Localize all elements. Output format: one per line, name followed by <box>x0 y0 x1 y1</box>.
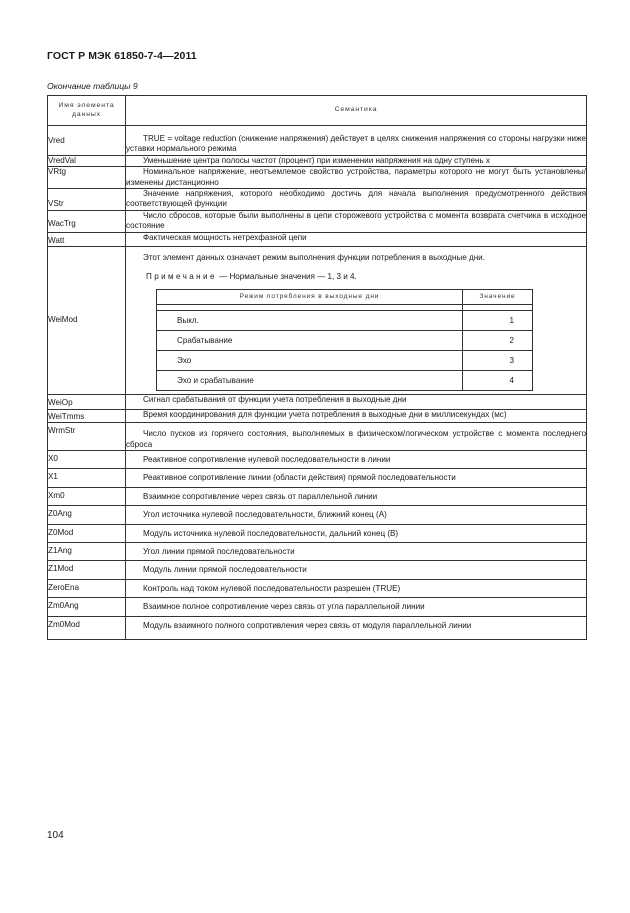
note-text: — Нормальные значения — 1, 3 и 4. <box>216 272 357 282</box>
row-name: Watt <box>48 232 126 246</box>
inner-mode: Эхо <box>157 351 463 371</box>
table-row <box>48 232 587 246</box>
row-description: Взаимное полное сопротивление через связь от угла параллельной линии <box>143 602 425 612</box>
inner-header-row <box>157 289 533 304</box>
inner-value: 4 <box>463 371 533 391</box>
row-description: Контроль над током нулевой последовательности разрешен (TRUE) <box>143 583 401 593</box>
row-name: WeiOp <box>48 395 126 409</box>
row-description: Угол линии прямой последовательности <box>143 546 295 556</box>
row-name: Vred <box>48 126 126 156</box>
row-description: Число пусков из горячего состояния, выполняемых в физическом/логическом устройстве с момента последнего сброса <box>126 429 586 449</box>
row-description: Время координирования для функции учета потребления в выходные дни в миллисекундах (мс) <box>143 409 507 419</box>
row-name: WrmStr <box>48 423 126 451</box>
row-description: Фактическая мощность нетрехфазной цепи <box>143 232 307 242</box>
table-row <box>48 167 587 189</box>
row-name: Z0Mod <box>48 524 126 542</box>
table-header-row <box>48 96 587 126</box>
row-description: Угол источника нулевой последовательности, ближний конец (А) <box>143 510 387 520</box>
table-row <box>48 579 587 597</box>
row-description: Уменьшение центра полосы частот (процент) при изменении напряжения на одну ступень x <box>143 155 490 165</box>
table-row <box>48 155 587 166</box>
row-description: Число сбросов, которые были выполнены в цепи сторожевого устройства с момента возврата счетчика в исходное состояние <box>126 210 586 231</box>
row-name: VStr <box>48 189 126 211</box>
row-description: Модуль источника нулевой последовательности, дальний конец (В) <box>143 528 399 538</box>
table-row <box>48 247 587 395</box>
weekend-mode-table <box>156 289 533 391</box>
row-description: Номинальное напряжение, неотъемлемое свойство устройства, параметры которого не могут быть установлены/изменены дистанционно <box>126 167 586 187</box>
row-name: X1 <box>48 469 126 487</box>
table-row <box>48 524 587 542</box>
row-name: Z1Mod <box>48 561 126 579</box>
row-description: Сигнал срабатывания от функции учета потребления в выходные дни <box>143 395 407 405</box>
inner-row <box>157 311 533 331</box>
table-caption: Окончание таблицы 9 <box>47 81 138 91</box>
table-row <box>48 487 587 505</box>
row-name: VredVal <box>48 155 126 166</box>
row-name: ZeroEna <box>48 579 126 597</box>
page-number: 104 <box>47 830 64 841</box>
row-description: Модуль линии прямой последовательности <box>143 565 307 575</box>
row-name: Z0Ang <box>48 506 126 524</box>
inner-value: 2 <box>463 331 533 351</box>
inner-value: 3 <box>463 351 533 371</box>
row-name: WeiTmms <box>48 409 126 422</box>
table-row <box>48 423 587 451</box>
row-description: Модуль взаимного полного сопротивления через связь от модуля параллельной линии <box>143 620 472 630</box>
table-row <box>48 561 587 579</box>
row-name: WacTrg <box>48 210 126 232</box>
data-elements-table <box>47 95 587 640</box>
inner-mode: Срабатывание <box>157 331 463 351</box>
inner-row <box>157 331 533 351</box>
row-name: Zm0Mod <box>48 616 126 639</box>
table-row <box>48 126 587 156</box>
row-name: VRtg <box>48 167 126 189</box>
table-row <box>48 469 587 487</box>
row-description: Взаимное сопротивление через связь от параллельной линии <box>143 491 378 501</box>
inner-value: 1 <box>463 311 533 331</box>
inner-row <box>157 351 533 371</box>
inner-mode: Выкл. <box>157 311 463 331</box>
row-name: X0 <box>48 450 126 468</box>
row-name: Xm0 <box>48 487 126 505</box>
table-row <box>48 506 587 524</box>
table-row <box>48 542 587 560</box>
row-name: WeiMod <box>48 247 126 395</box>
table-row <box>48 210 587 232</box>
row-name: Zm0Ang <box>48 598 126 616</box>
table-row <box>48 189 587 211</box>
row-description: Этот элемент данных означает режим выполнения функции потребления в выходные дни. <box>143 253 485 263</box>
row-description: Значение напряжения, которого необходимо достичь для начала выполнения предусмотренного действия соответствующей функции <box>126 189 586 209</box>
row-name: Z1Ang <box>48 542 126 560</box>
table-row <box>48 395 587 409</box>
table-row <box>48 616 587 639</box>
inner-row <box>157 371 533 391</box>
table-row <box>48 598 587 616</box>
note <box>146 272 586 282</box>
document-header: ГОСТ Р МЭК 61850-7-4—2011 <box>47 50 197 62</box>
note-prefix: Примечание <box>146 272 217 282</box>
table-row <box>48 450 587 468</box>
row-description: Реактивное сопротивление нулевой последовательности в линии <box>143 454 391 464</box>
inner-column-header-mode: Режим потребления в выходные дни <box>157 289 463 304</box>
row-description: TRUE = voltage reduction (снижение напряжения) действует в целях снижения напряжения со стороны нагрузки ниже уставки нормального режима <box>126 134 586 154</box>
inner-column-header-value: Значение <box>463 289 533 304</box>
column-header-semantics: Семантика <box>126 96 587 126</box>
inner-mode: Эхо и срабатывание <box>157 371 463 391</box>
row-description: Реактивное сопротивление линии (области действия) прямой последовательности <box>143 473 456 483</box>
table-row <box>48 409 587 422</box>
column-header-name: Имя элемента данных <box>48 96 126 126</box>
